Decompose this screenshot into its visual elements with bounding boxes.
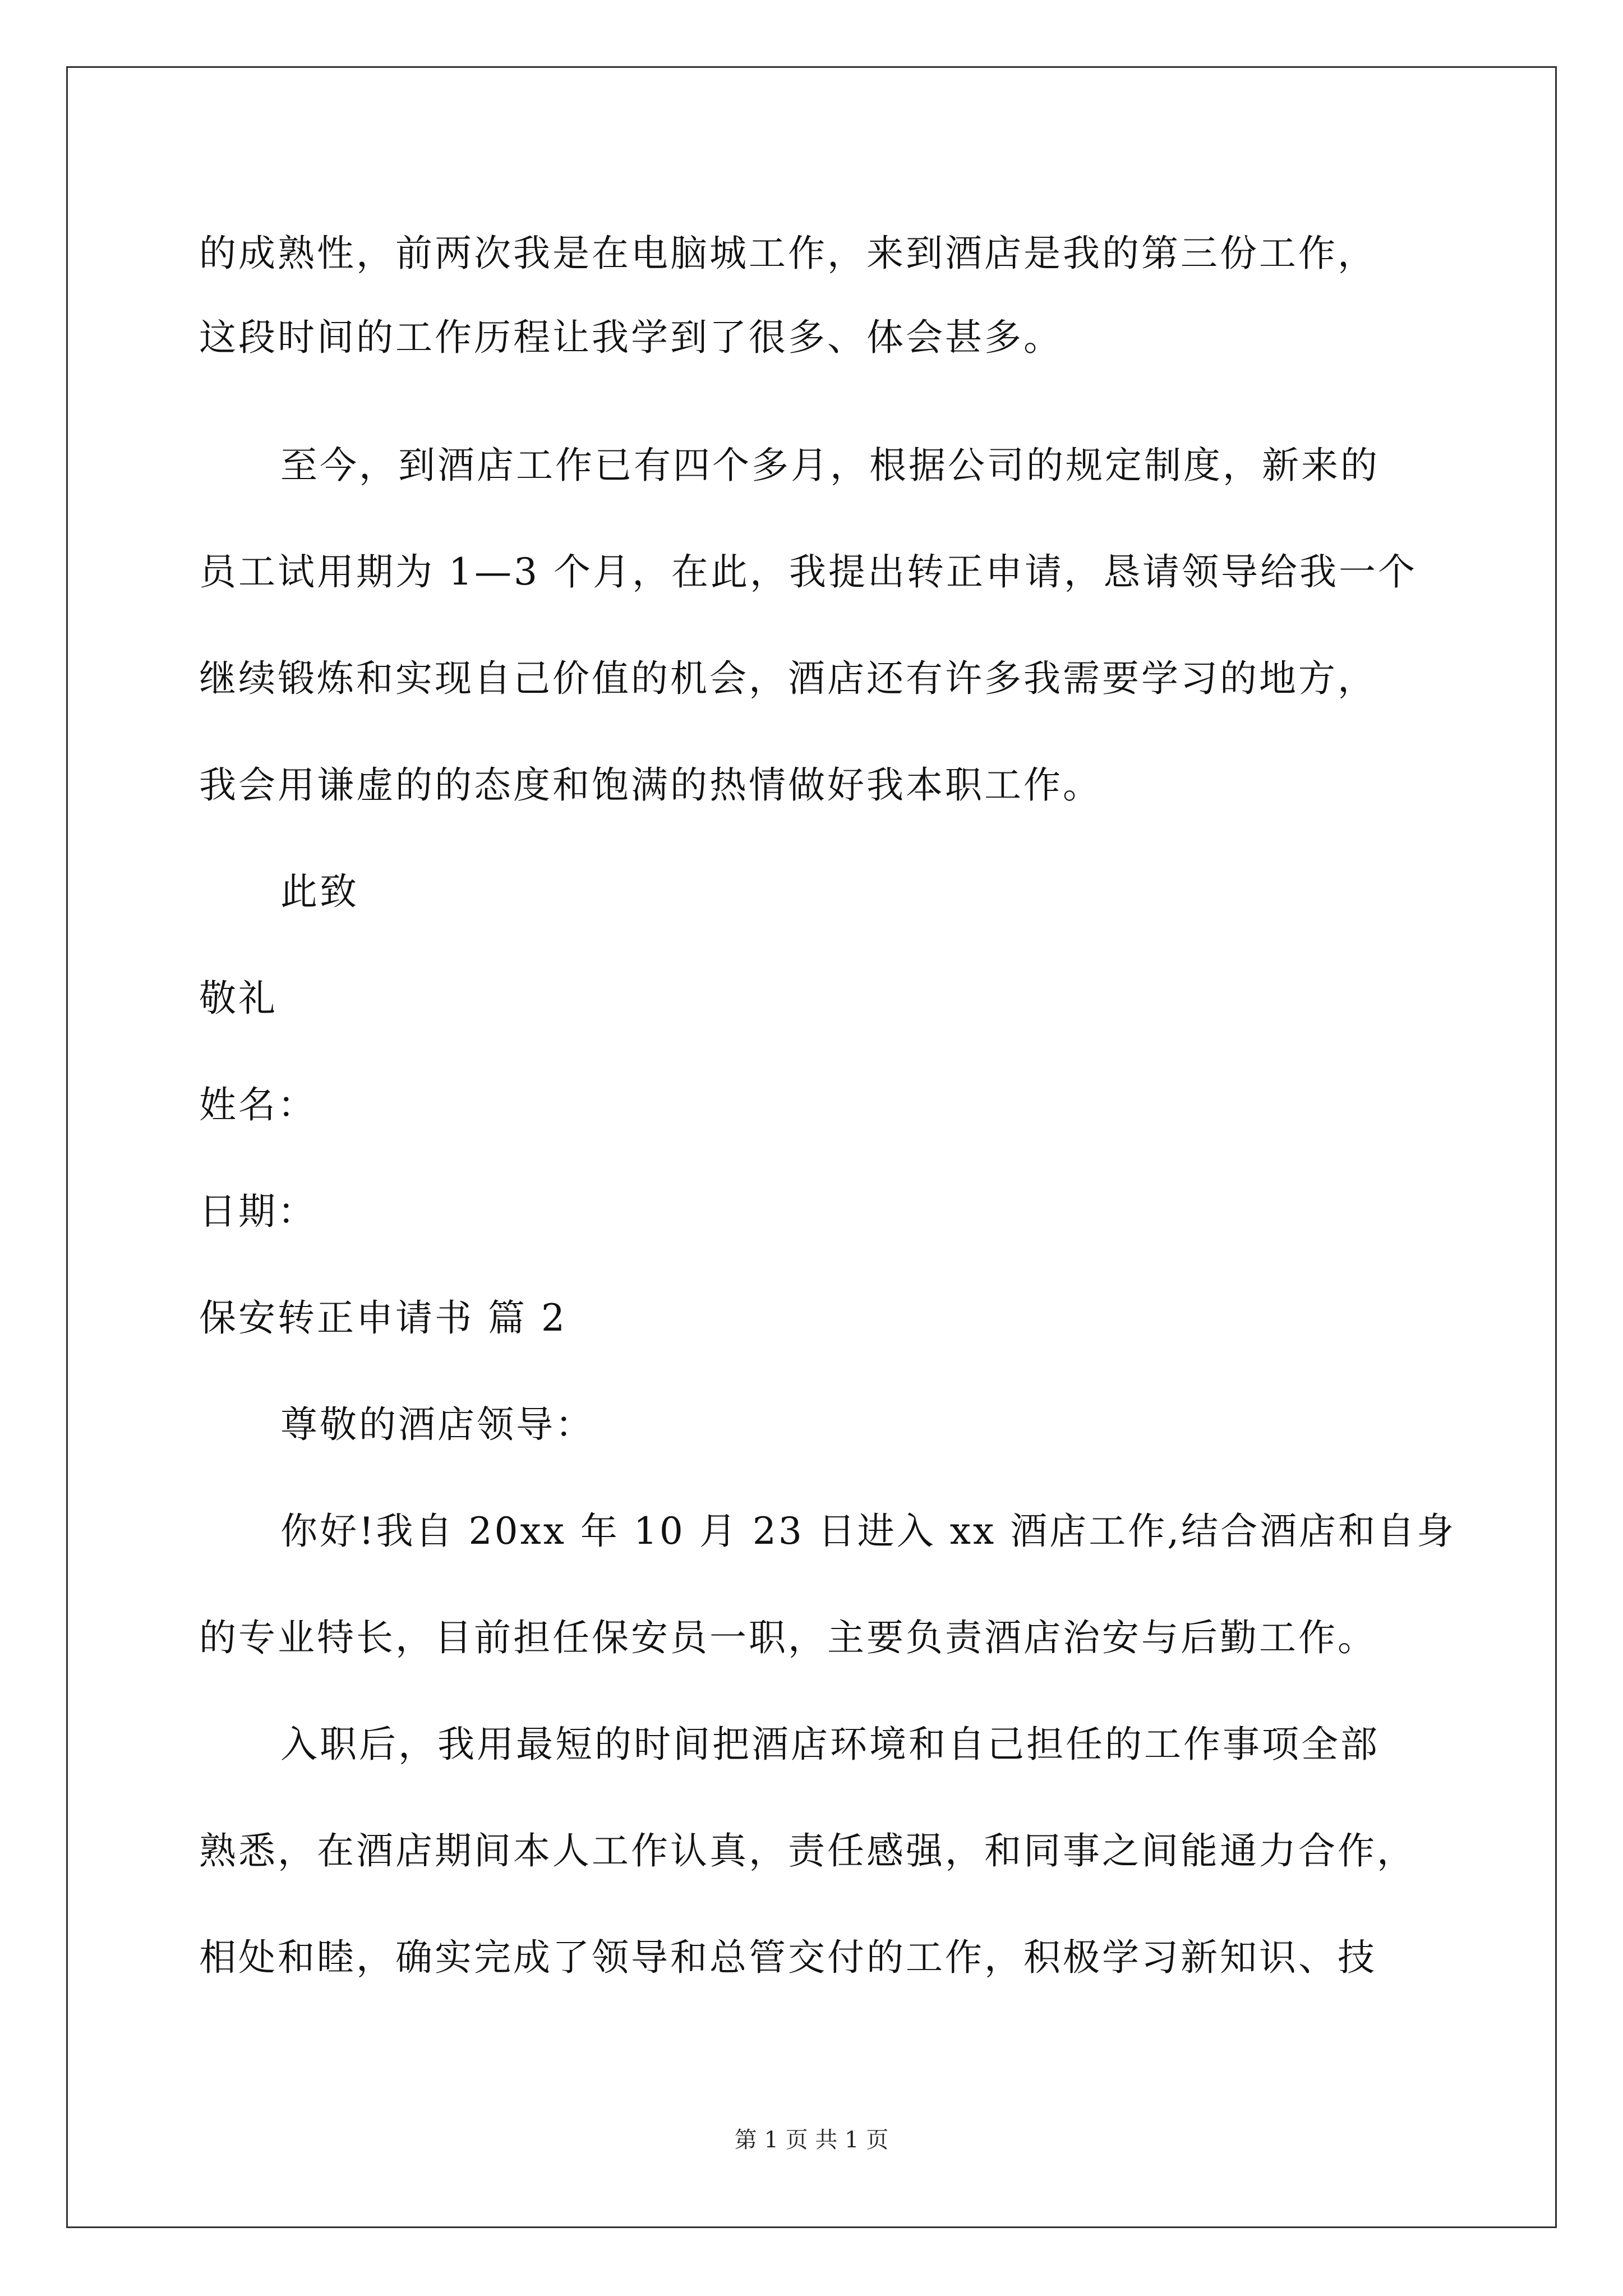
page-footer: 第 1 页 共 1 页: [734, 2127, 889, 2153]
paragraph-line: 我会用谦虚的的态度和饱满的热情做好我本职工作。: [199, 763, 1102, 807]
paragraph-line: 这段时间的工作历程让我学到了很多、体会甚多。: [199, 316, 1063, 359]
paragraph-line: 相处和睦，确实完成了领导和总管交付的工作，积极学习新知识、技: [199, 1936, 1377, 1979]
date-label: 日期：: [199, 1190, 317, 1233]
paragraph-line: 员工试用期为 1—3 个月，在此，我提出转正申请，恳请领导给我一个: [199, 550, 1417, 593]
paragraph-line: 熟悉，在酒店期间本人工作认真，责任感强，和同事之间能通力合作，: [199, 1829, 1416, 1872]
paragraph-line: 入职后，我用最短的时间把酒店环境和自己担任的工作事项全部: [280, 1723, 1380, 1766]
paragraph-line: 你好!我自 20xx 年 10 月 23 日进入 xx 酒店工作,结合酒店和自身: [280, 1510, 1456, 1553]
closing-salutation: 此致: [280, 870, 359, 913]
paragraph-line: 至今，到酒店工作已有四个多月，根据公司的规定制度，新来的: [280, 444, 1380, 487]
name-label: 姓名：: [199, 1083, 317, 1126]
greeting: 尊敬的酒店领导：: [280, 1403, 594, 1446]
section-heading: 保安转正申请书 篇 2: [199, 1296, 567, 1340]
closing-regards: 敬礼: [199, 977, 278, 1020]
paragraph-line: 继续锻炼和实现自己价值的机会，酒店还有许多我需要学习的地方，: [199, 657, 1377, 700]
paragraph-line: 的专业特长，目前担任保安员一职，主要负责酒店治安与后勤工作。: [199, 1616, 1377, 1659]
page-border: [66, 66, 1557, 2228]
paragraph-line: 的成熟性，前两次我是在电脑城工作，来到酒店是我的第三份工作，: [199, 232, 1377, 275]
